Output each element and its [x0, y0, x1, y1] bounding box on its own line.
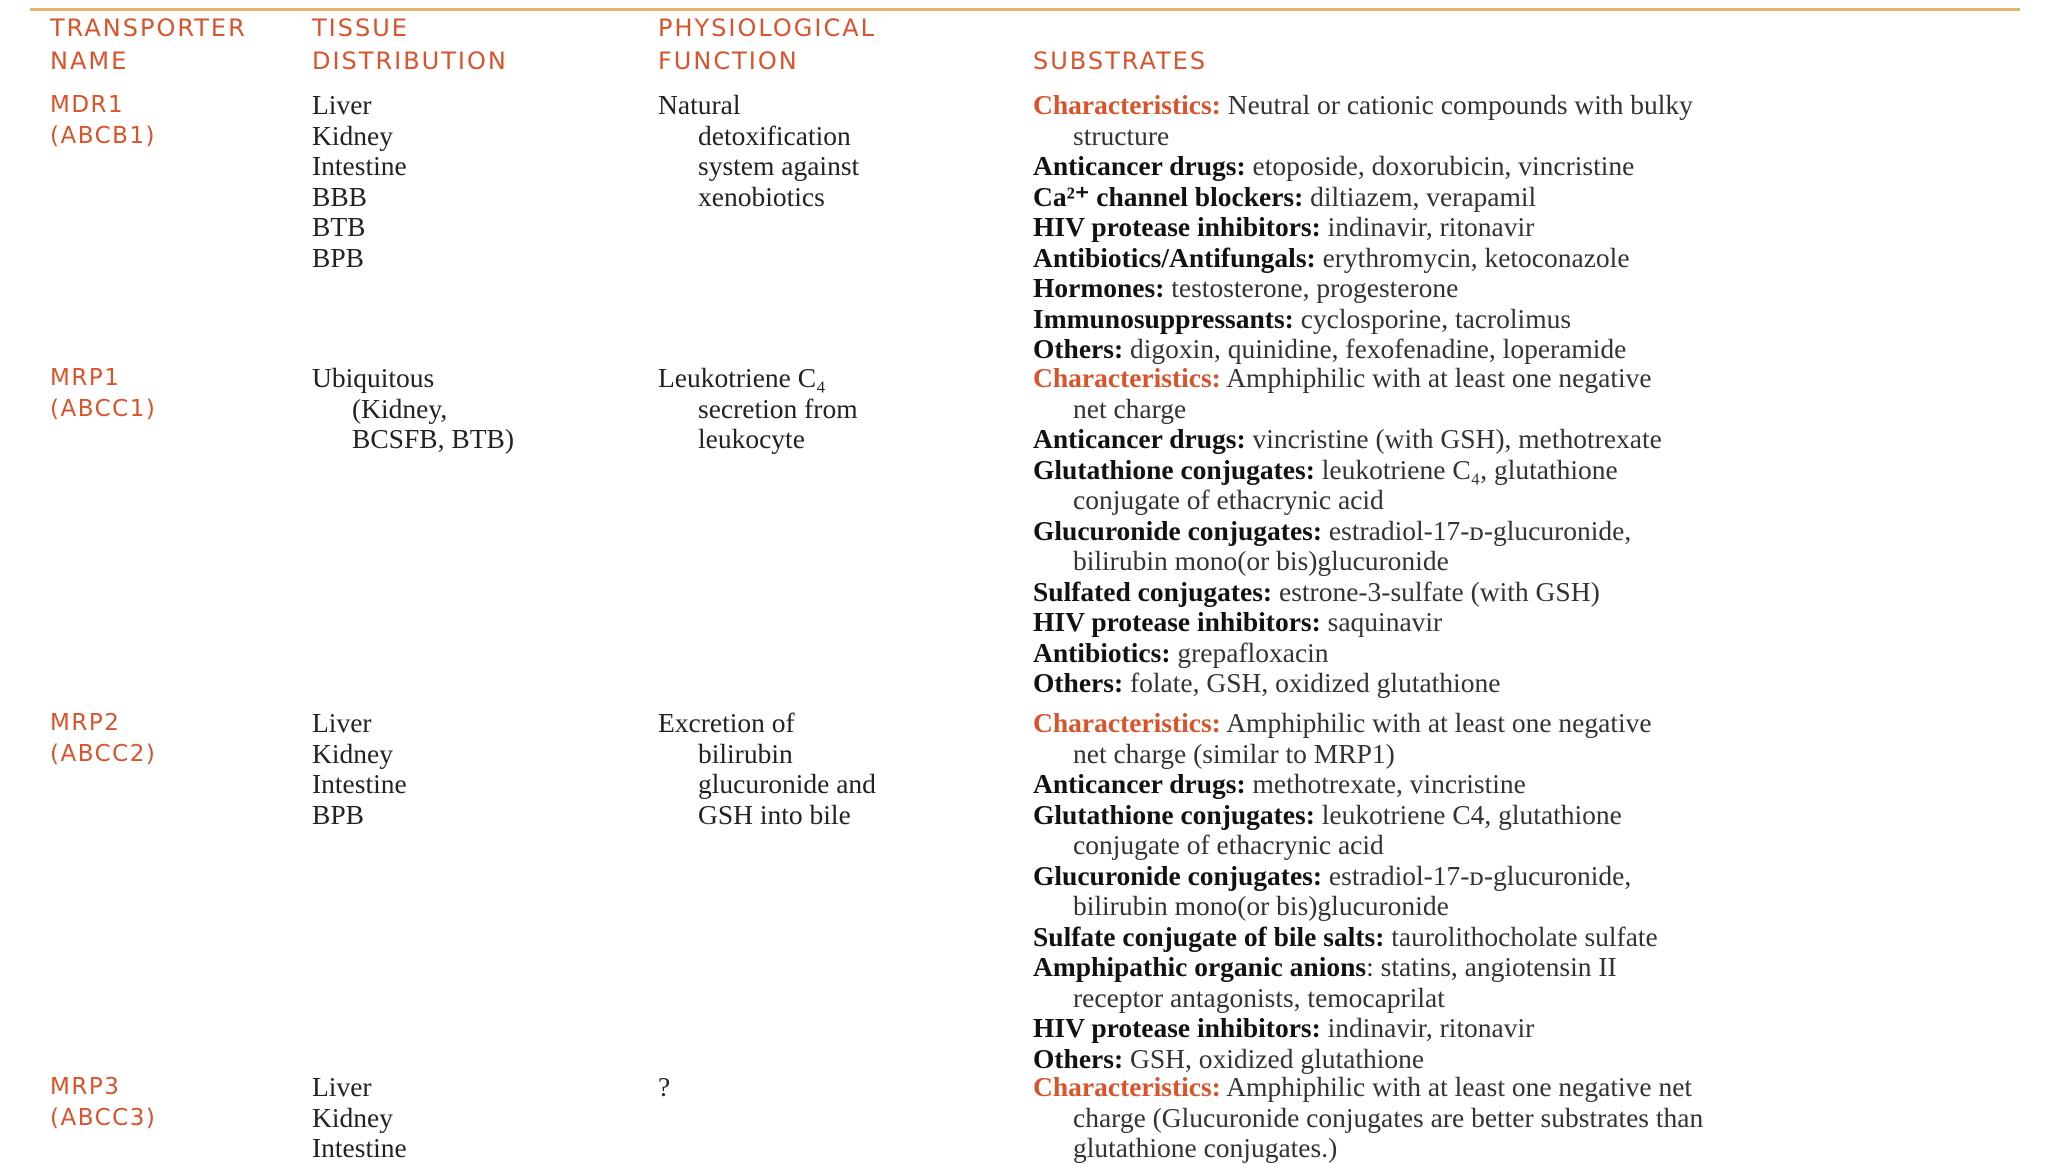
top-rule [30, 8, 2020, 11]
characteristics-label: Characteristics: [1033, 362, 1221, 393]
tissue-item: BCSFB, BTB) [352, 423, 515, 454]
substrate-class-label: Hormones: [1033, 272, 1165, 303]
substrate-line [1033, 769, 1658, 800]
substrate-value: net charge [1073, 392, 1187, 424]
substrate-value: Amphiphilic with at least one negative net [1220, 1071, 1693, 1102]
substrate-line [1033, 363, 1662, 394]
header-transporter-name: TRANSPORTER NAME [50, 14, 247, 75]
substrate-line [1033, 243, 1693, 274]
substrate-value: bilirubin mono(or bis)glucuronide [1073, 890, 1449, 921]
substrate-value: methotrexate, vincristine [1245, 768, 1526, 799]
substrate-value: indinavir, ritonavir [1320, 1012, 1535, 1043]
substrate-value: digoxin, quinidine, fexofenadine, loperamide [1123, 333, 1627, 364]
substrate-class-label: HIV protease inhibitors: [1033, 606, 1321, 637]
function-line: Leukotriene C₄ [658, 362, 826, 393]
substrate-value: net charge (similar to MRP1) [1073, 737, 1395, 769]
substrate-class-label: Anticancer drugs: [1033, 768, 1246, 799]
tissue-item: Ubiquitous [312, 362, 435, 393]
function-line: ? [658, 1071, 671, 1102]
function-line: xenobiotics [698, 180, 825, 212]
transporter-name-line: (ABCC3) [50, 1104, 157, 1131]
substrate-value: estradiol-17-ᴅ-glucuronide, [1322, 859, 1632, 891]
physiological-function [658, 363, 858, 455]
substrate-value: receptor antagonists, temocaprilat [1073, 981, 1445, 1013]
substrate-line [1033, 830, 1658, 861]
function-line: detoxification [698, 119, 851, 151]
substrate-line [1033, 121, 1693, 152]
transporter-name [50, 363, 156, 424]
characteristics-label: Characteristics: [1033, 707, 1221, 738]
tissue-item: (Kidney, [352, 392, 448, 424]
substrate-line [1033, 151, 1693, 182]
tissue-item: Liver [312, 1071, 372, 1102]
function-line: system against [698, 150, 860, 181]
substrate-value: erythromycin, ketoconazole [1315, 241, 1630, 273]
substrate-value: conjugate of ethacrynic acid [1073, 484, 1384, 515]
substrates [1033, 363, 1662, 699]
substrate-value: : statins, angiotensin II [1366, 951, 1617, 982]
substrate-line [1033, 394, 1662, 425]
substrate-line [1033, 1133, 1703, 1164]
substrate-value: folate, GSH, oxidized glutathione [1123, 667, 1501, 698]
substrate-value: saquinavir [1320, 606, 1443, 637]
tissue-item: Liver [312, 707, 372, 738]
substrate-line [1033, 516, 1662, 547]
physiological-function [658, 1072, 670, 1103]
transporter-name [50, 708, 156, 769]
substrate-value: testosterone, progesterone [1164, 272, 1459, 303]
substrate-line [1033, 304, 1693, 335]
tissue-item: BPB [312, 241, 364, 273]
substrates [1033, 90, 1693, 365]
substrate-class-label: Others: [1033, 667, 1124, 698]
substrate-line [1033, 1044, 1658, 1075]
substrate-line [1033, 800, 1658, 831]
substrate-class-label: Anticancer drugs: [1033, 150, 1246, 181]
substrate-line [1033, 1103, 1703, 1134]
function-line: Natural [658, 89, 741, 120]
substrate-line [1033, 952, 1658, 983]
substrate-line [1033, 273, 1693, 304]
tissue-item: BBB [312, 180, 368, 212]
substrate-value: etoposide, doxorubicin, vincristine [1245, 150, 1635, 181]
substrate-value: indinavir, ritonavir [1320, 211, 1535, 242]
substrate-line [1033, 861, 1658, 892]
tissue-item: BPB [312, 798, 364, 830]
tissue-item: BTB [312, 211, 366, 242]
substrate-value: estrone-3-sulfate (with GSH) [1272, 575, 1600, 607]
transporter-name-line: (ABCB1) [50, 122, 157, 149]
substrate-class-label: HIV protease inhibitors: [1033, 1012, 1321, 1043]
substrate-class-label: Anticancer drugs: [1033, 423, 1246, 454]
header-substrates: SUBSTRATES [1033, 47, 1208, 75]
substrate-line [1033, 668, 1662, 699]
substrates [1033, 1072, 1703, 1164]
substrate-line [1033, 455, 1662, 486]
tissue-item: Kidney [312, 119, 393, 151]
substrate-class-label: Antibiotics/Antifungals: [1033, 241, 1316, 273]
function-line: bilirubin [698, 737, 793, 769]
header-physiological-function: PHYSIOLOGICAL FUNCTION [658, 14, 877, 75]
substrate-class-label: Others: [1033, 1042, 1124, 1074]
substrate-value: leukotriene C4, glutathione [1314, 798, 1622, 830]
substrate-class-label: Immunosuppressants: [1033, 302, 1294, 334]
substrate-class-label: Glutathione conjugates: [1033, 798, 1315, 830]
tissue-item: Kidney [312, 1101, 393, 1133]
substrate-value: leukotriene C₄, glutathione [1314, 453, 1618, 485]
substrate-class-label: Others: [1033, 333, 1124, 364]
substrate-class-label: Glucuronide conjugates: [1033, 514, 1323, 546]
substrate-class-label: Ca²⁺ channel blockers: [1033, 180, 1304, 212]
substrate-value: conjugate of ethacrynic acid [1073, 829, 1384, 860]
function-line: leukocyte [698, 423, 805, 454]
characteristics-label: Characteristics: [1033, 89, 1221, 120]
substrate-line [1033, 212, 1693, 243]
substrate-class-label: Glucuronide conjugates: [1033, 859, 1323, 891]
tissue-item: Intestine [312, 768, 407, 799]
tissue-distribution [312, 90, 407, 273]
transporter-name-line: MRP3 [50, 1074, 121, 1100]
substrate-value: charge (Glucuronide conjugates are better substrates than [1073, 1101, 1704, 1133]
substrate-line [1033, 1013, 1658, 1044]
substrate-line [1033, 922, 1658, 953]
substrate-value: Amphiphilic with at least one negative [1220, 362, 1652, 393]
substrate-value: GSH, oxidized glutathione [1123, 1042, 1425, 1074]
substrates [1033, 708, 1658, 1074]
substrate-value: Amphiphilic with at least one negative [1220, 707, 1652, 738]
transporter-name-line: (ABCC1) [50, 395, 157, 422]
substrate-value: taurolithocholate sulfate [1384, 920, 1658, 952]
function-line: glucuronide and [698, 768, 876, 799]
substrate-line [1033, 182, 1693, 213]
substrate-class-label: Glutathione conjugates: [1033, 453, 1315, 485]
substrate-line [1033, 708, 1658, 739]
substrate-line [1033, 90, 1693, 121]
substrate-value: cyclosporine, tacrolimus [1293, 302, 1572, 334]
substrate-class-label: HIV protease inhibitors: [1033, 211, 1321, 242]
substrate-line [1033, 485, 1662, 516]
substrate-line [1033, 577, 1662, 608]
function-line: Excretion of [658, 707, 795, 738]
substrate-line [1033, 546, 1662, 577]
transporter-name-line: MDR1 [50, 92, 125, 118]
physiological-function [658, 90, 859, 212]
function-line: GSH into bile [698, 798, 851, 830]
header-tissue-distribution: TISSUE DISTRIBUTION [312, 14, 508, 75]
transporter-name-line: (ABCC2) [50, 740, 157, 767]
substrate-value: grepafloxacin [1170, 636, 1329, 668]
tissue-item: Liver [312, 89, 372, 120]
substrate-value: diltiazem, verapamil [1303, 180, 1537, 212]
physiological-function [658, 708, 876, 830]
substrate-value: bilirubin mono(or bis)glucuronide [1073, 545, 1449, 576]
function-line: secretion from [698, 392, 858, 424]
characteristics-label: Characteristics: [1033, 1071, 1221, 1102]
substrate-line [1033, 607, 1662, 638]
substrate-value: Neutral or cationic compounds with bulky [1220, 89, 1693, 120]
substrate-class-label: Amphipathic organic anions [1033, 951, 1367, 982]
substrate-value: estradiol-17-ᴅ-glucuronide, [1322, 514, 1632, 546]
transporter-name [50, 90, 156, 151]
tissue-distribution [312, 363, 514, 455]
substrate-class-label: Sulfate conjugate of bile salts: [1033, 920, 1385, 952]
tissue-distribution [312, 1072, 407, 1164]
substrate-line [1033, 1072, 1703, 1103]
substrate-line [1033, 983, 1658, 1014]
transporter-name-line: MRP1 [50, 365, 121, 391]
substrate-line [1033, 638, 1662, 669]
substrate-class-label: Sulfated conjugates: [1033, 575, 1273, 607]
substrate-line [1033, 334, 1693, 365]
substrate-value: vincristine (with GSH), methotrexate [1245, 423, 1662, 454]
tissue-item: Intestine [312, 1132, 407, 1163]
transporter-name-line: MRP2 [50, 710, 121, 736]
transporter-name [50, 1072, 156, 1133]
tissue-item: Intestine [312, 150, 407, 181]
substrate-line [1033, 891, 1658, 922]
substrate-value: structure [1073, 119, 1170, 151]
substrate-class-label: Antibiotics: [1033, 636, 1171, 668]
substrate-line [1033, 739, 1658, 770]
substrate-value: glutathione conjugates.) [1073, 1132, 1338, 1163]
tissue-item: Kidney [312, 737, 393, 769]
tissue-distribution [312, 708, 407, 830]
substrate-line [1033, 424, 1662, 455]
